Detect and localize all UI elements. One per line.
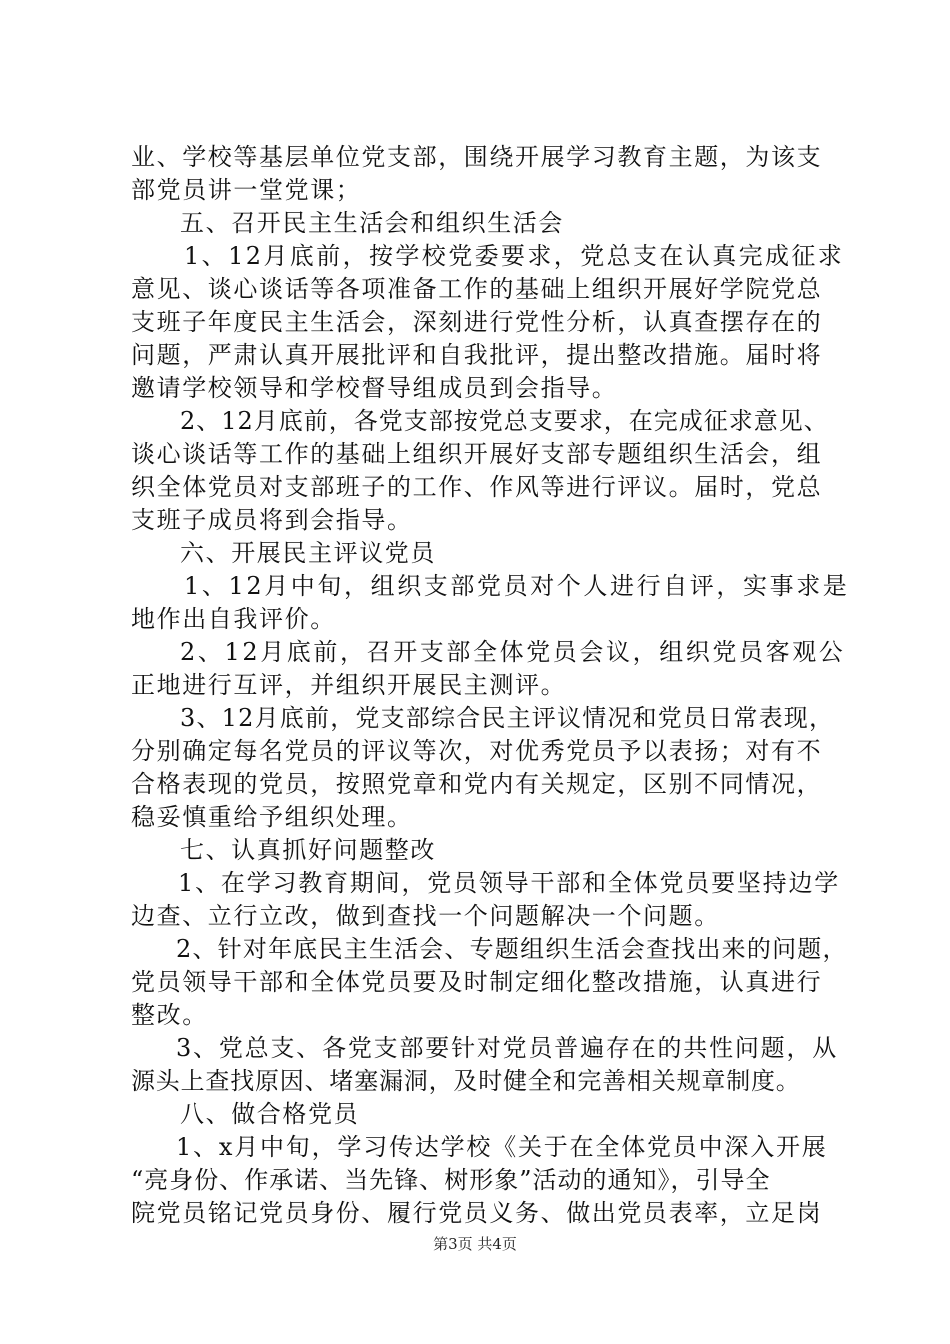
- text-line: 1、12月中旬，组织支部党员对个人进行自评，实事求是: [184, 572, 850, 600]
- text-line: 1、在学习教育期间，党员领导干部和全体党员要坚持边学: [178, 869, 841, 897]
- text-line: 1、12月底前，按学校党委要求，党总支在认真完成征求: [184, 242, 845, 270]
- text-line: 2、12月底前，召开支部全体党员会议，组织党员客观公: [180, 638, 846, 666]
- text-line: 边查、立行立改，做到查找一个问题解决一个问题。: [131, 902, 720, 930]
- section-heading: 八、做合格党员: [180, 1100, 360, 1128]
- text-line: 意见、谈心谈话等各项准备工作的基础上组织开展好学院党总: [131, 275, 823, 303]
- text-line: 稳妥慎重给予组织处理。: [131, 803, 413, 831]
- text-line: 问题，严肃认真开展批评和自我批评，提出整改措施。届时将: [131, 341, 823, 369]
- text-line: “亮身份、作承诺、当先锋、树形象”活动的通知》，引导全: [131, 1166, 771, 1194]
- text-line: 正地进行互评，并组织开展民主测评。: [131, 671, 567, 699]
- text-line: 谈心谈话等工作的基础上组织开展好支部专题组织生活会，组: [131, 440, 823, 468]
- section-heading: 六、开展民主评议党员: [180, 539, 436, 567]
- text-line: 1、x月中旬，学习传达学校《关于在全体党员中深入开展: [176, 1133, 828, 1161]
- section-heading: 五、召开民主生活会和组织生活会: [180, 209, 564, 237]
- text-line: 支班子年度民主生活会，深刻进行党性分析，认真查摆存在的: [131, 308, 823, 336]
- text-line: 支班子成员将到会指导。: [131, 506, 413, 534]
- text-line: 业、学校等基层单位党支部，围绕开展学习教育主题，为该支: [131, 143, 823, 171]
- text-line: 2、针对年底民主生活会、专题组织生活会查找出来的问题，: [176, 935, 848, 963]
- text-line: 分别确定每名党员的评议等次，对优秀党员予以表扬；对有不: [131, 737, 823, 765]
- text-line: 3、12月底前，党支部综合民主评议情况和党员日常表现，: [180, 704, 835, 732]
- page-footer: 第3页 共4页: [433, 1235, 517, 1253]
- text-line: 整改。: [131, 1001, 208, 1029]
- text-line: 邀请学校领导和学校督导组成员到会指导。: [131, 374, 618, 402]
- text-line: 地作出自我评价。: [131, 605, 336, 633]
- text-line: 2、12月底前，各党支部按党总支要求，在完成征求意见、: [180, 407, 829, 435]
- section-heading: 七、认真抓好问题整改: [180, 836, 436, 864]
- text-line: 部党员讲一堂党课；: [131, 176, 362, 204]
- text-line: 院党员铭记党员身份、履行党员义务、做出党员表率，立足岗: [131, 1199, 823, 1227]
- text-line: 3、党总支、各党支部要针对党员普遍存在的共性问题，从: [176, 1034, 839, 1062]
- text-line: 织全体党员对支部班子的工作、作风等进行评议。届时，党总: [131, 473, 823, 501]
- text-line: 党员领导干部和全体党员要及时制定细化整改措施，认真进行: [131, 968, 823, 996]
- text-line: 源头上查找原因、堵塞漏洞，及时健全和完善相关规章制度。: [131, 1067, 801, 1095]
- text-line: 合格表现的党员，按照党章和党内有关规定，区别不同情况，: [131, 770, 823, 798]
